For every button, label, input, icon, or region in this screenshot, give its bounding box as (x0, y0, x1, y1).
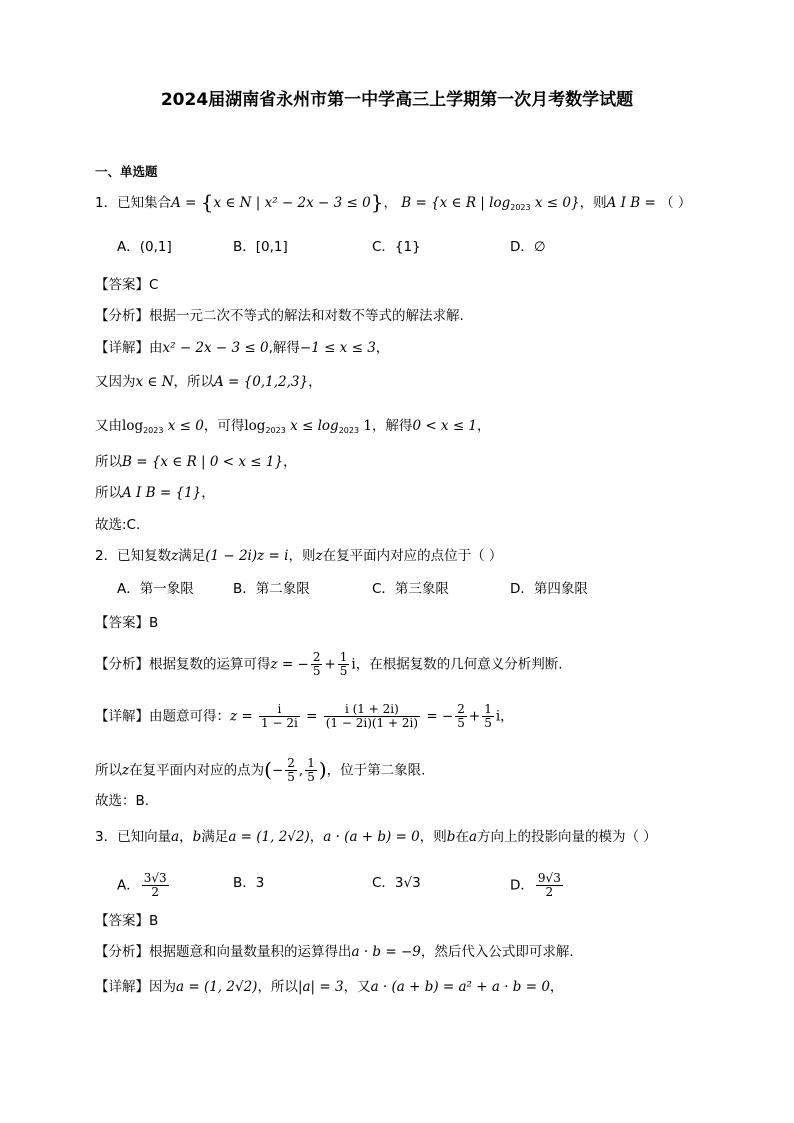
q2-analysis: 【分析】根据复数的运算可得z = − $\frac{2}{5}$ + $\frac{1}{5}$ i，在根据复数的几何意义分析判断. (95, 650, 563, 678)
q2-conclusion: 故选：B. (95, 793, 150, 809)
section-heading: 一、单选题 (95, 164, 158, 179)
q1-option-d: D．∅ (510, 239, 546, 255)
q1-conclusion: 故选:C. (95, 517, 141, 533)
q2-option-c: C．第三象限 (372, 581, 449, 597)
q1-option-c: C．{1} (372, 239, 421, 255)
q1-answer: 【答案】C (95, 277, 159, 293)
q3-answer: 【答案】B (95, 913, 159, 929)
q1-detail-1: 【详解】由x² − 2x − 3 ≤ 0,解得−1 ≤ x ≤ 3， (95, 340, 390, 356)
q3-option-b: B．3 (233, 875, 265, 891)
q1-analysis: 【分析】根据一元二次不等式的解法和对数不等式的解法求解. (95, 308, 464, 324)
q2-option-d: D．第四象限 (510, 581, 588, 597)
q1-detail-5: 所以A I B = {1}， (95, 485, 215, 501)
q1-detail-3: 又由$\log_{2023} x \le 0$，可得$\log_{2023} x \le \log_{2023} 1$，解得0 < x ≤ 1， (95, 418, 491, 435)
q1-option-a: A．(0,1] (117, 239, 172, 255)
q3-detail-1: 【详解】因为a = (1, 2√2)，所以|a| = 3，又a · (a + b) = a² + a · b = 0， (95, 979, 564, 995)
q3-analysis: 【分析】根据题意和向量数量积的运算得出a · b = −9，然后代入公式即可求解. (95, 944, 574, 960)
q2-option-a: A．第一象限 (117, 581, 194, 597)
q3-option-d: D． $\frac{9√3}{2}$ (510, 871, 561, 899)
q1-detail-2: 又因为x ∈ N，所以A = {0,1,2,3}， (95, 374, 322, 390)
page-title: 2024届湖南省永州市第一中学高三上学期第一次月考数学试题 (160, 90, 634, 110)
q1-detail-4: 所以B = {x ∈ R | 0 < x ≤ 1}， (95, 454, 297, 470)
q2-detail-2: 所以z在复平面内对应的点为(− $\frac{2}{5}$ , $\frac{1}{5}$ )，位于第二象限. (95, 756, 426, 784)
q3-option-c: C．3√3 (372, 875, 421, 891)
q3-option-a: A． $\frac{3√3}{2}$ (117, 871, 167, 899)
q2-detail-1: 【详解】由题意可得：z = $\frac{i}{1 - 2i}$ = $\frac{i (1 + 2i)}{(1 - 2i)(1 + 2i)}$ = − $\frac{2}{5}$ + $\frac{1}{5}$ i， (95, 702, 514, 730)
q2-answer: 【答案】B (95, 615, 159, 631)
q3-stem: 3．已知向量a，b满足a = (1, 2√2)，a · (a + b) = 0，则b在a方向上的投影向量的模为（ ） (95, 829, 657, 845)
q1-option-b: B．[0,1] (233, 239, 288, 255)
q2-option-b: B．第二象限 (233, 581, 310, 597)
q1-stem: 1．已知集合A = {x ∈ N | x² − 2x − 3 ≤ 0}， B = {x ∈ R | $\log_{2023} x \le 0$}，则A I B = （ ） (95, 190, 692, 214)
q2-stem: 2．已知复数z满足(1 − 2i)z = i，则z在复平面内对应的点位于（ ） (95, 548, 503, 564)
